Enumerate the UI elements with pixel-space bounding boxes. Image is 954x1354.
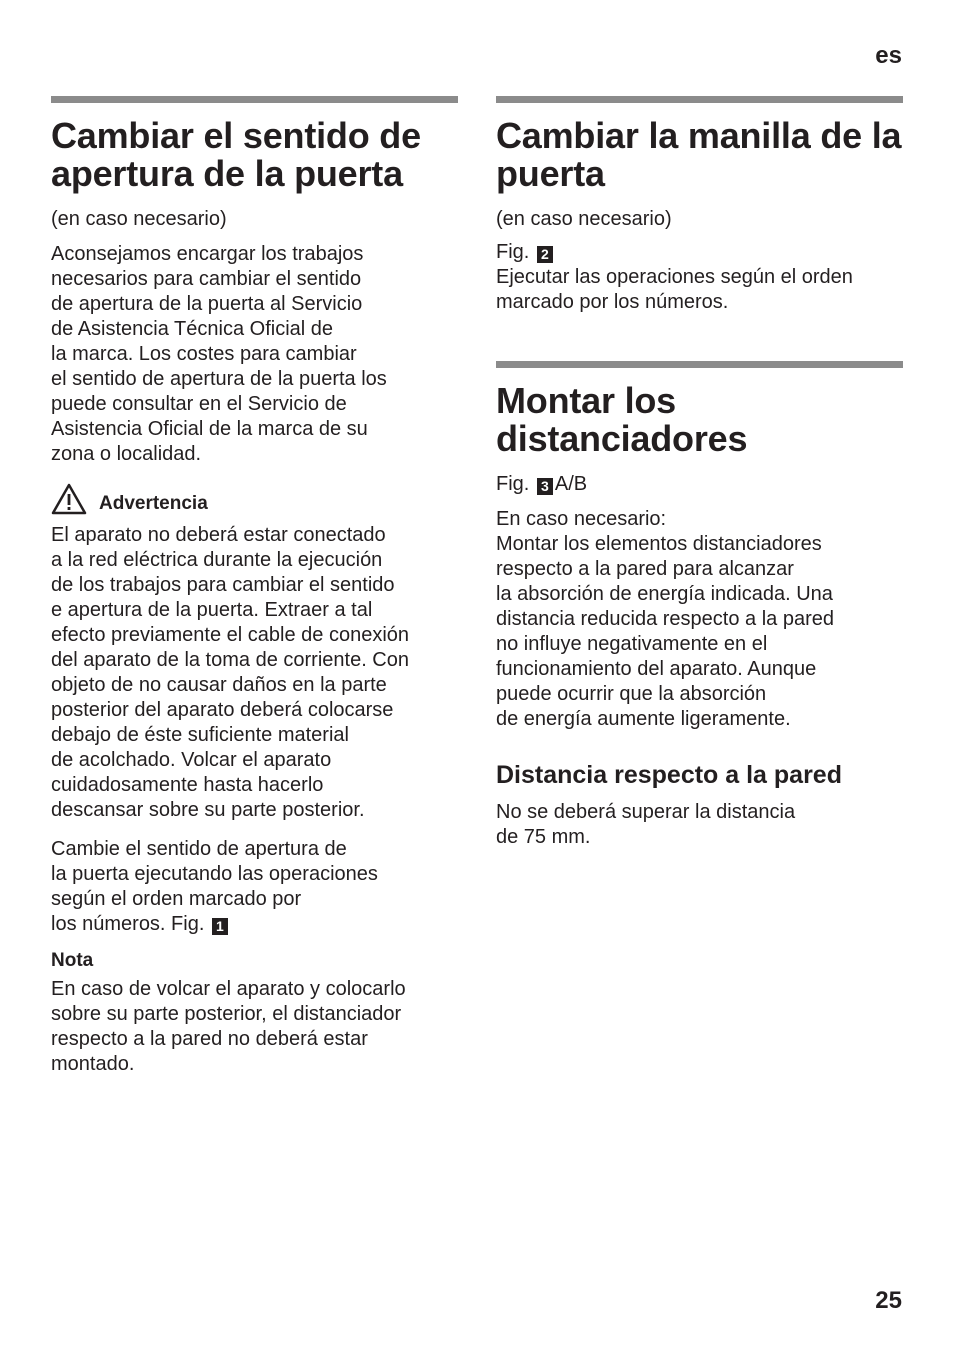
section-title-door-handle: Cambiar la manilla de la puerta — [496, 115, 902, 194]
left-column — [51, 96, 458, 1087]
subheading-wall-distance: Distancia respecto a la pared — [496, 761, 842, 789]
figure-number-badge: 1 — [212, 918, 228, 935]
change-direction-paragraph — [51, 837, 458, 937]
section-title-spacers: Montar los distanciadores — [496, 380, 748, 459]
intro-paragraph: Aconsejamos encargar los trabajos necesarios para cambiar el sentido de apertura de la puerta al Servicio de Asistencia Técnica Oficial de la marca. Los costes para cambiar el sentido de apertura de la puerta los puede consultar en el Servicio de Asistencia Oficial de la marca de su zona o localidad. — [51, 243, 387, 465]
section-rule — [496, 361, 903, 368]
handle-text: Ejecutar las operaciones según el orden marcado por los números. — [496, 266, 853, 313]
figure-suffix: A/B — [554, 473, 588, 495]
spacers-figure-reference — [496, 472, 903, 497]
warning-header — [51, 483, 458, 515]
figure-number-badge: 2 — [537, 246, 553, 263]
section-note: (en caso necesario) — [496, 208, 672, 230]
page-number: 25 — [875, 1287, 902, 1314]
right-column — [496, 96, 903, 860]
warning-title: Advertencia — [99, 493, 208, 514]
spacers-text: En caso necesario: Montar los elementos distanciadores respecto a la pared para alcanzar la absorción de energía indicada. Una distancia reducida respecto a la pared no influye negativamente en el funcionamiento del aparato. Aunque puede ocurrir que la absorción de energía aumente ligeramente. — [496, 508, 834, 730]
figure-number-badge: 3 — [537, 478, 553, 495]
language-label: es — [875, 42, 902, 69]
section-rule — [496, 96, 903, 103]
section-rule — [51, 96, 458, 103]
section-note: (en caso necesario) — [51, 208, 227, 230]
nota-title: Nota — [51, 950, 94, 971]
warning-text: El aparato no deberá estar conectado a la red eléctrica durante la ejecución de los trabajos para cambiar el sentido e apertura de la puerta. Extraer a tal efecto previamente el cable de conexión del aparato de la toma de corriente. Con objeto de no causar daños en la parte posterior del aparato deberá colocarse debajo de éste suficiente material de acolchado. Volcar el aparato cuidadosamente hasta hacerlo descansar sobre su parte posterior. — [51, 524, 410, 821]
section-title-door-direction: Cambiar el sentido de apertura de la puerta — [51, 115, 421, 194]
figure-label: Fig. — [496, 473, 530, 495]
handle-instructions — [496, 240, 903, 315]
change-direction-text: Cambie el sentido de apertura de la puerta ejecutando las operaciones según el orden marcado por los números. Fig. — [51, 838, 378, 935]
figure-reference: Fig. — [496, 241, 530, 263]
nota-text: En caso de volcar el aparato y colocarlo sobre su parte posterior, el distanciador respecto a la pared no deberá estar montado. — [51, 978, 406, 1075]
warning-triangle-icon — [51, 483, 87, 515]
wall-distance-text: No se deberá superar la distancia de 75 mm. — [496, 801, 796, 848]
